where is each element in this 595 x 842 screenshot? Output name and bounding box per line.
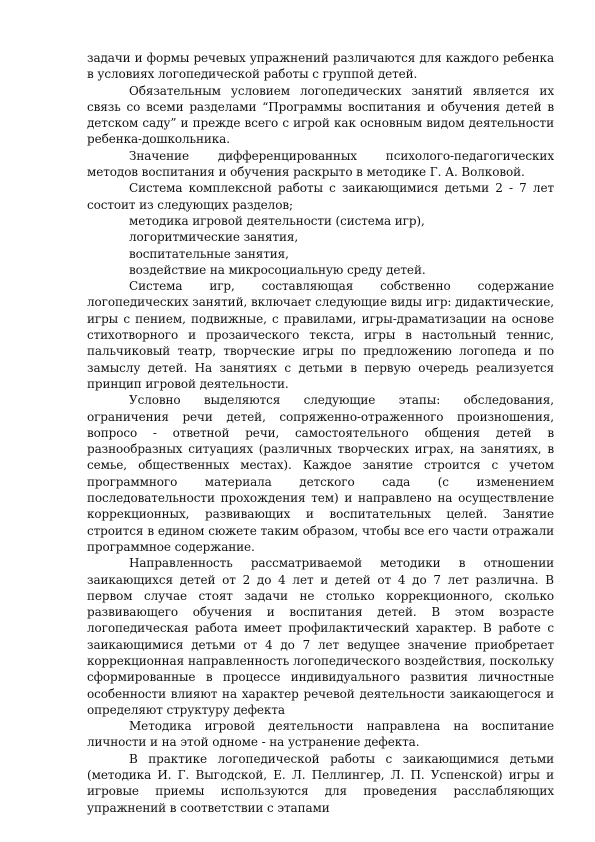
list-item: методика игровой деятельности (система игр), — [129, 213, 425, 228]
sections-list — [87, 213, 554, 278]
document-page — [87, 50, 554, 816]
paragraph-2: Обязательным условием логопедических занятий является их связь со всеми разделами “Программы воспитания и обучения детей в детском саду” и прежде всего с игрой как основным видом деятельности ребенка-дошкольника. — [87, 83, 554, 147]
paragraph-9: В практике логопедической работы с заикающимися детьми (методика И. Г. Выгодской, Е. Л. Пеллингер, Л. П. Успенской) игры и игровые приемы используются для проведения расслабляющих упражнений в соответствии с этапами — [87, 751, 554, 815]
paragraph-5: Система игр, составляющая собственно содержание логопедических занятий, включает следующие виды игр: дидактические, игры с пением, подвижные, с правилами, игры-драматизации на основе стихотворного и прозаического текста, игры в настольный теннис, пальчиковый театр, творческие игры по предложению логопеда и по замыслу детей. На занятиях с детьми в первую очередь реализуется принцип игровой деятельности. — [87, 279, 554, 391]
list-item: логоритмические занятия, — [129, 230, 299, 245]
paragraph-3: Значение дифференцированных психолого-педагогических методов воспитания и обучения раскрыто в методике Г. А. Волковой. — [87, 148, 554, 180]
list-item: воздействие на микросоциальную среду детей. — [129, 262, 426, 277]
paragraph-8: Методика игровой деятельности направлена на воспитание личности и на этой одноме - на устранение дефекта. — [87, 719, 554, 750]
paragraph-6: Условно выделяются следующие этапы: обследования, ограничения речи детей, сопряженно-отраженного произношения, вопросо - ответной речи, самостоятельного общения детей в разнообразных ситуациях (различных творческих играх, на занятиях, в семье, общественных местах). Каждое занятие строится с учетом программного материала детского сада (с изменением последовательности прохождения тем) и направлено на осуществление коррекционных, развивающих и воспитательных целей. Занятие строится в едином сюжете таким образом, чтобы все его части отражали программное содержание. — [87, 393, 554, 554]
paragraph-7: Направленность рассматриваемой методики в отношении заикающихся детей от 2 до 4 лет и детей от 4 до 7 лет различна. В первом случае стоят задачи не столько коррекционного, сколько развивающего обучения и воспитания детей. В этом возрасте логопедическая работа имеет профилактический характер. В работе с заикающимися детьми от 4 до 7 лет ведущее значение приобретает коррекционная направленность логопедического воздействия, поскольку сформированные в процессе индивидуального развития личностные особенности влияют на характер речевой деятельности заикающегося и определяют структуру дефекта — [87, 556, 554, 717]
paragraph-1: задачи и формы речевых упражнений различаются для каждого ребенка в условиях логопедической работы с группой детей. — [87, 51, 554, 82]
list-item: воспитательные занятия, — [129, 246, 289, 261]
paragraph-4: Система комплексной работы с заикающимися детьми 2 - 7 лет состоит из следующих разделов; — [87, 181, 554, 212]
